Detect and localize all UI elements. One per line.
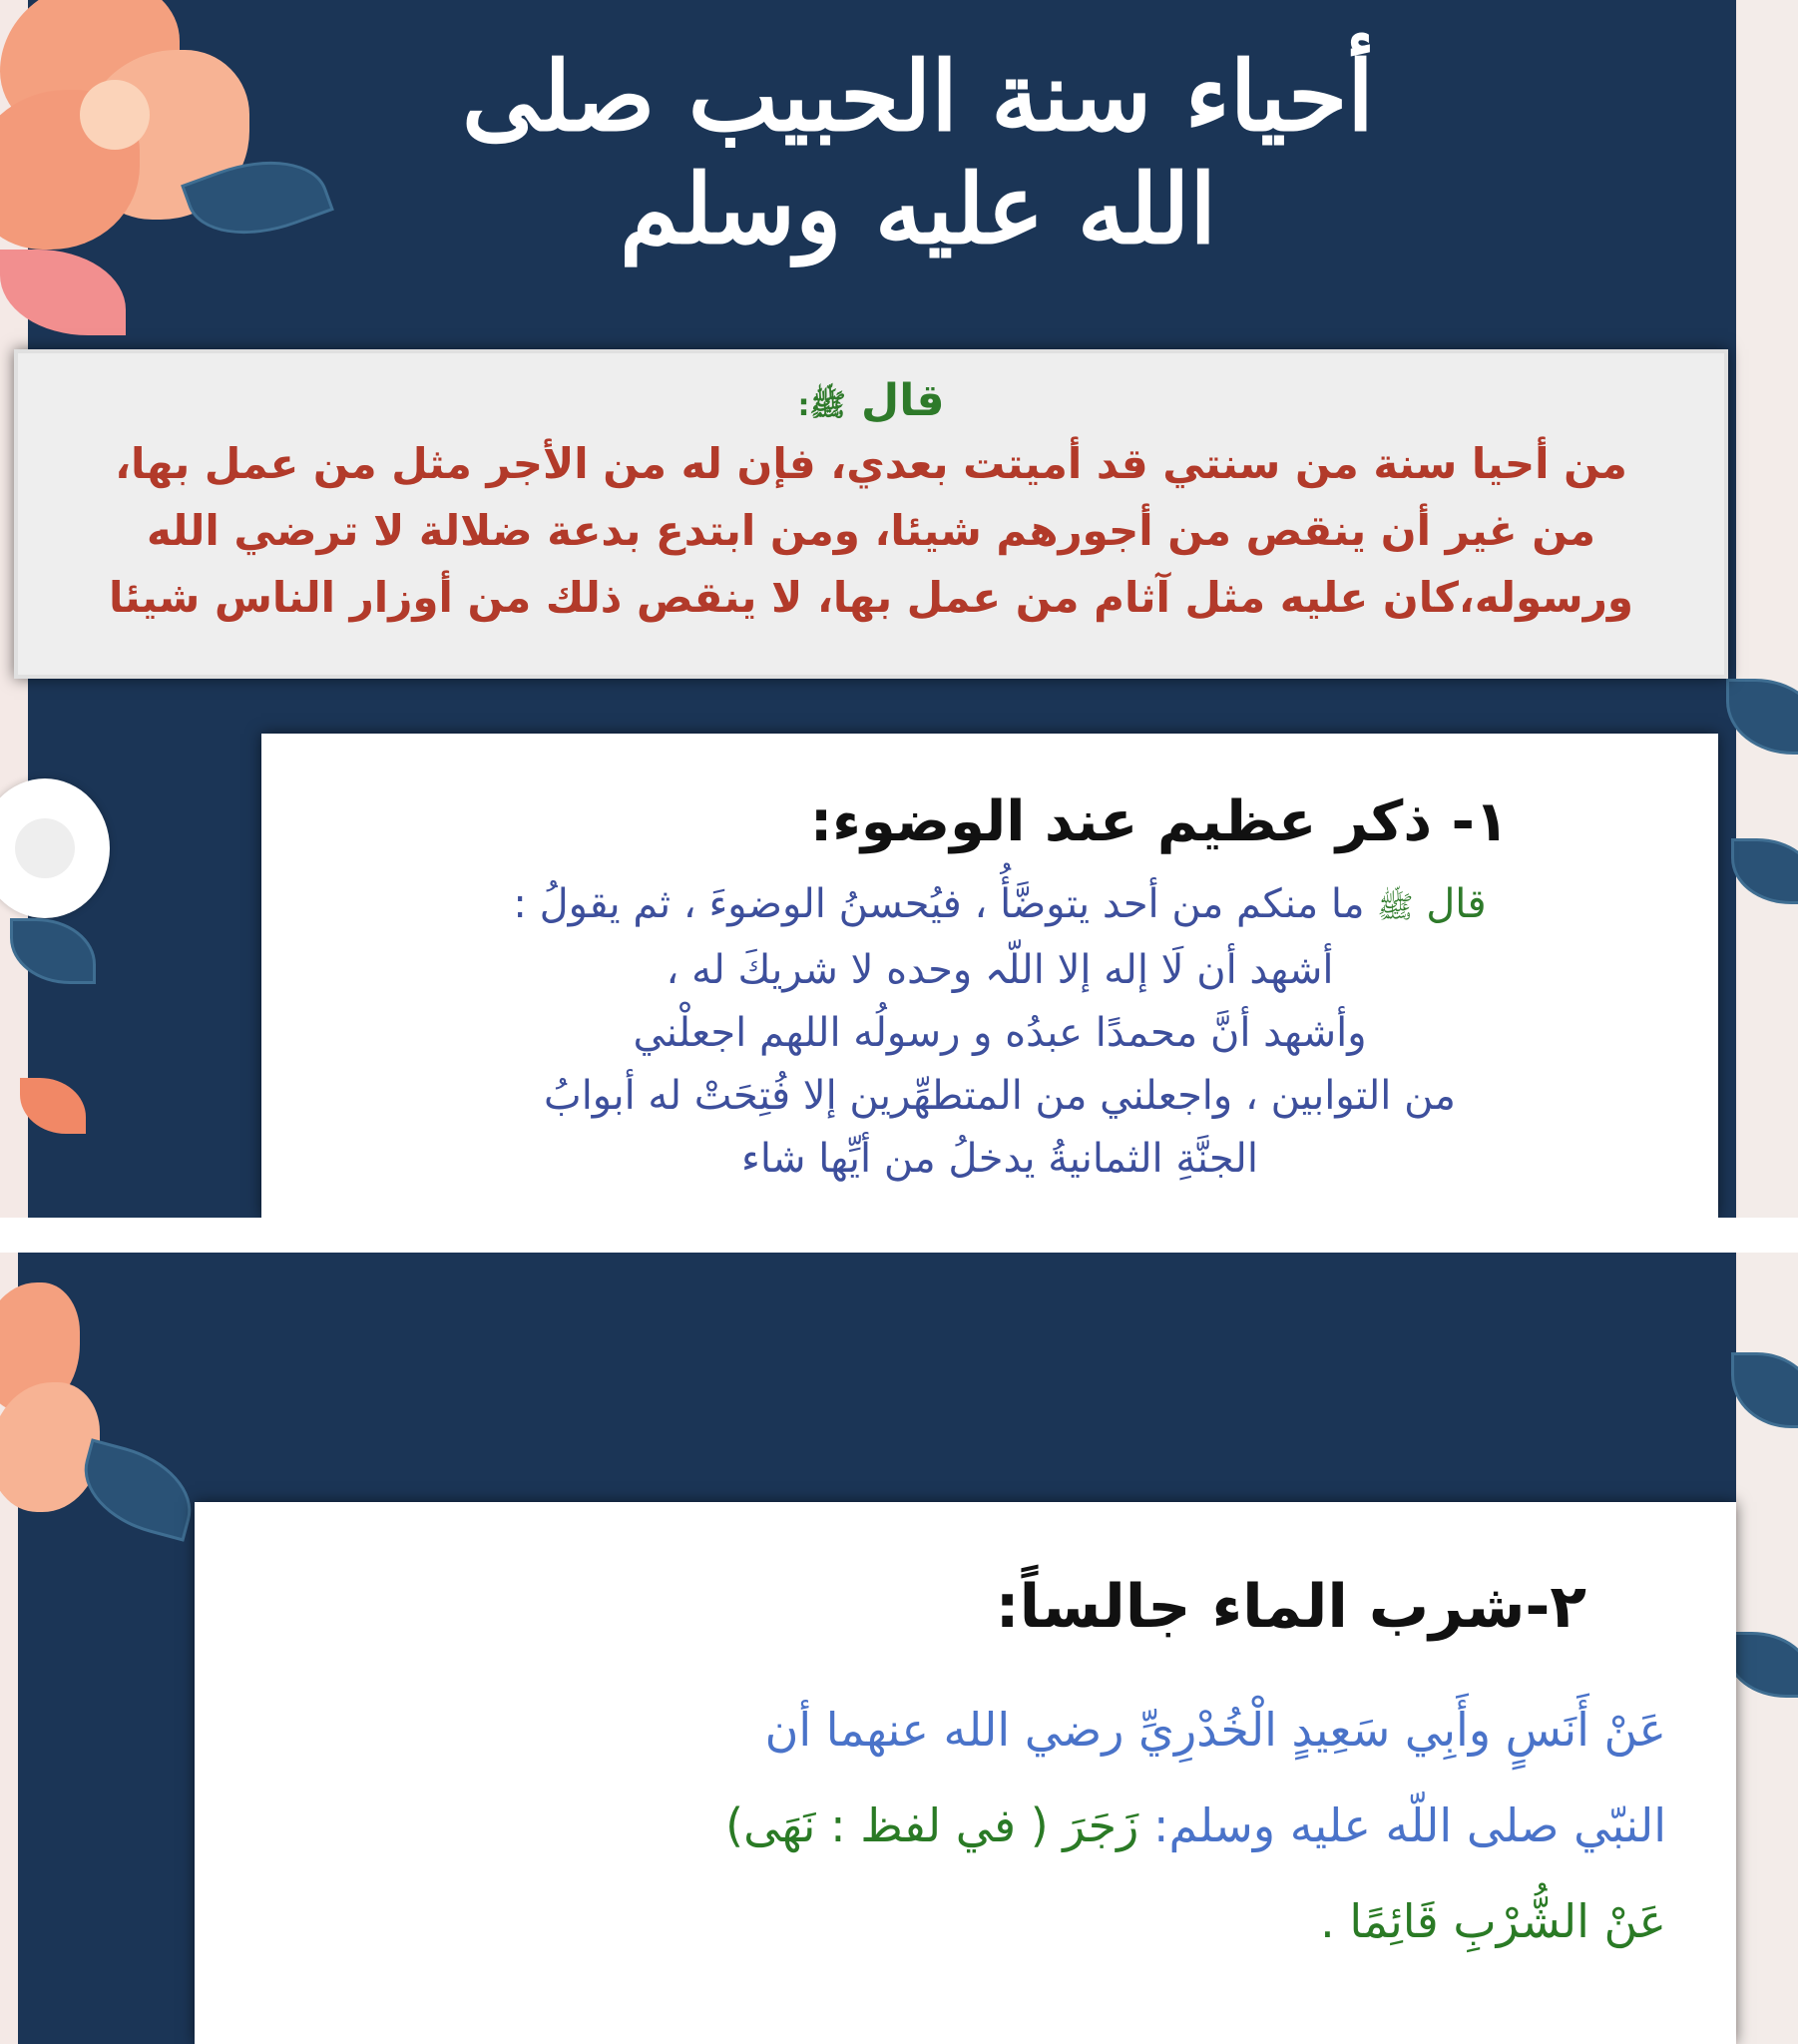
hadith-card <box>14 349 1728 679</box>
pbuh-glyph: ﷺ <box>1377 890 1414 925</box>
hadith-line: ورسوله،كان عليه مثل آثام من عمل بها، لا ينقص ذلك من أوزار الناس شيئا <box>108 573 1634 622</box>
section1-title: ١- ذكر عظيم عند الوضوء: <box>809 789 1509 854</box>
section1-line: أشهد أن لَا إله إلا اللّہ وحده لا شريكَ له ، <box>666 947 1334 993</box>
hadith-line: من أحيا سنة من سنتي قد أميتت بعدي، فإن له من الأجر مثل من عمل بها، <box>115 439 1627 488</box>
pbuh-glyph: ﷺ: <box>797 388 846 423</box>
white-flower-icon <box>0 768 120 928</box>
section2-body <box>254 1682 1666 1969</box>
section2-line: عَنْ الشُّرْبِ قَائِمًا . <box>1320 1894 1666 1948</box>
section1-line <box>321 873 1678 939</box>
section1-line: الجنَّةِ الثمانيةُ يدخلُ من أيِّها شاء <box>741 1136 1258 1182</box>
hadith-line: من غير أن ينقص من أجورهم شيئا، ومن ابتدع بدعة ضلالة لا ترضي الله <box>147 506 1595 555</box>
peach-flower-icon <box>0 0 279 289</box>
qal-label: قال <box>861 375 945 426</box>
right-edge-strip <box>1738 0 1798 1218</box>
section1-line-text: ما منكم من أحد يتوضَّأُ ، فيُحسنُ الوضوءَ ، ثم يقولُ : <box>513 881 1365 927</box>
section2-line-blue: النبّي صلى اللّه عليه وسلم: <box>1152 1798 1666 1852</box>
qal-label: قال <box>1426 881 1487 927</box>
hadith-heading <box>18 375 1724 430</box>
hadith-text <box>18 430 1724 631</box>
section1-line: من التوابين ، واجعلني من المتطهِّرين إلا فُتِحَتْ له أبوابُ <box>544 1073 1456 1119</box>
section1-line: وأشهد أنَّ محمدًا عبدُه و رسولُه اللهم اجعلْني <box>633 1010 1367 1056</box>
leaf-icon <box>1726 679 1798 755</box>
bottom-panel <box>0 1253 1798 2044</box>
leaf-icon <box>1726 1632 1798 1698</box>
section2-line-green: زَجَرَ ( في لفظ : نَهَى) <box>725 1798 1139 1852</box>
section2-line <box>254 1778 1666 1873</box>
section2-line: عَنْ أَنَسٍ وأَبِي سَعِيدٍ الْخُدْرِيِّ رضي الله عنهما أن <box>764 1703 1666 1757</box>
section2-title: ٢-شرب الماء جالساً: <box>995 1572 1586 1642</box>
section2-card <box>195 1502 1736 2044</box>
page-title: أحياء سنة الحبيب صلى الله عليه وسلم <box>462 40 1374 265</box>
section1-card <box>261 734 1718 1218</box>
section1-body <box>321 873 1678 1191</box>
